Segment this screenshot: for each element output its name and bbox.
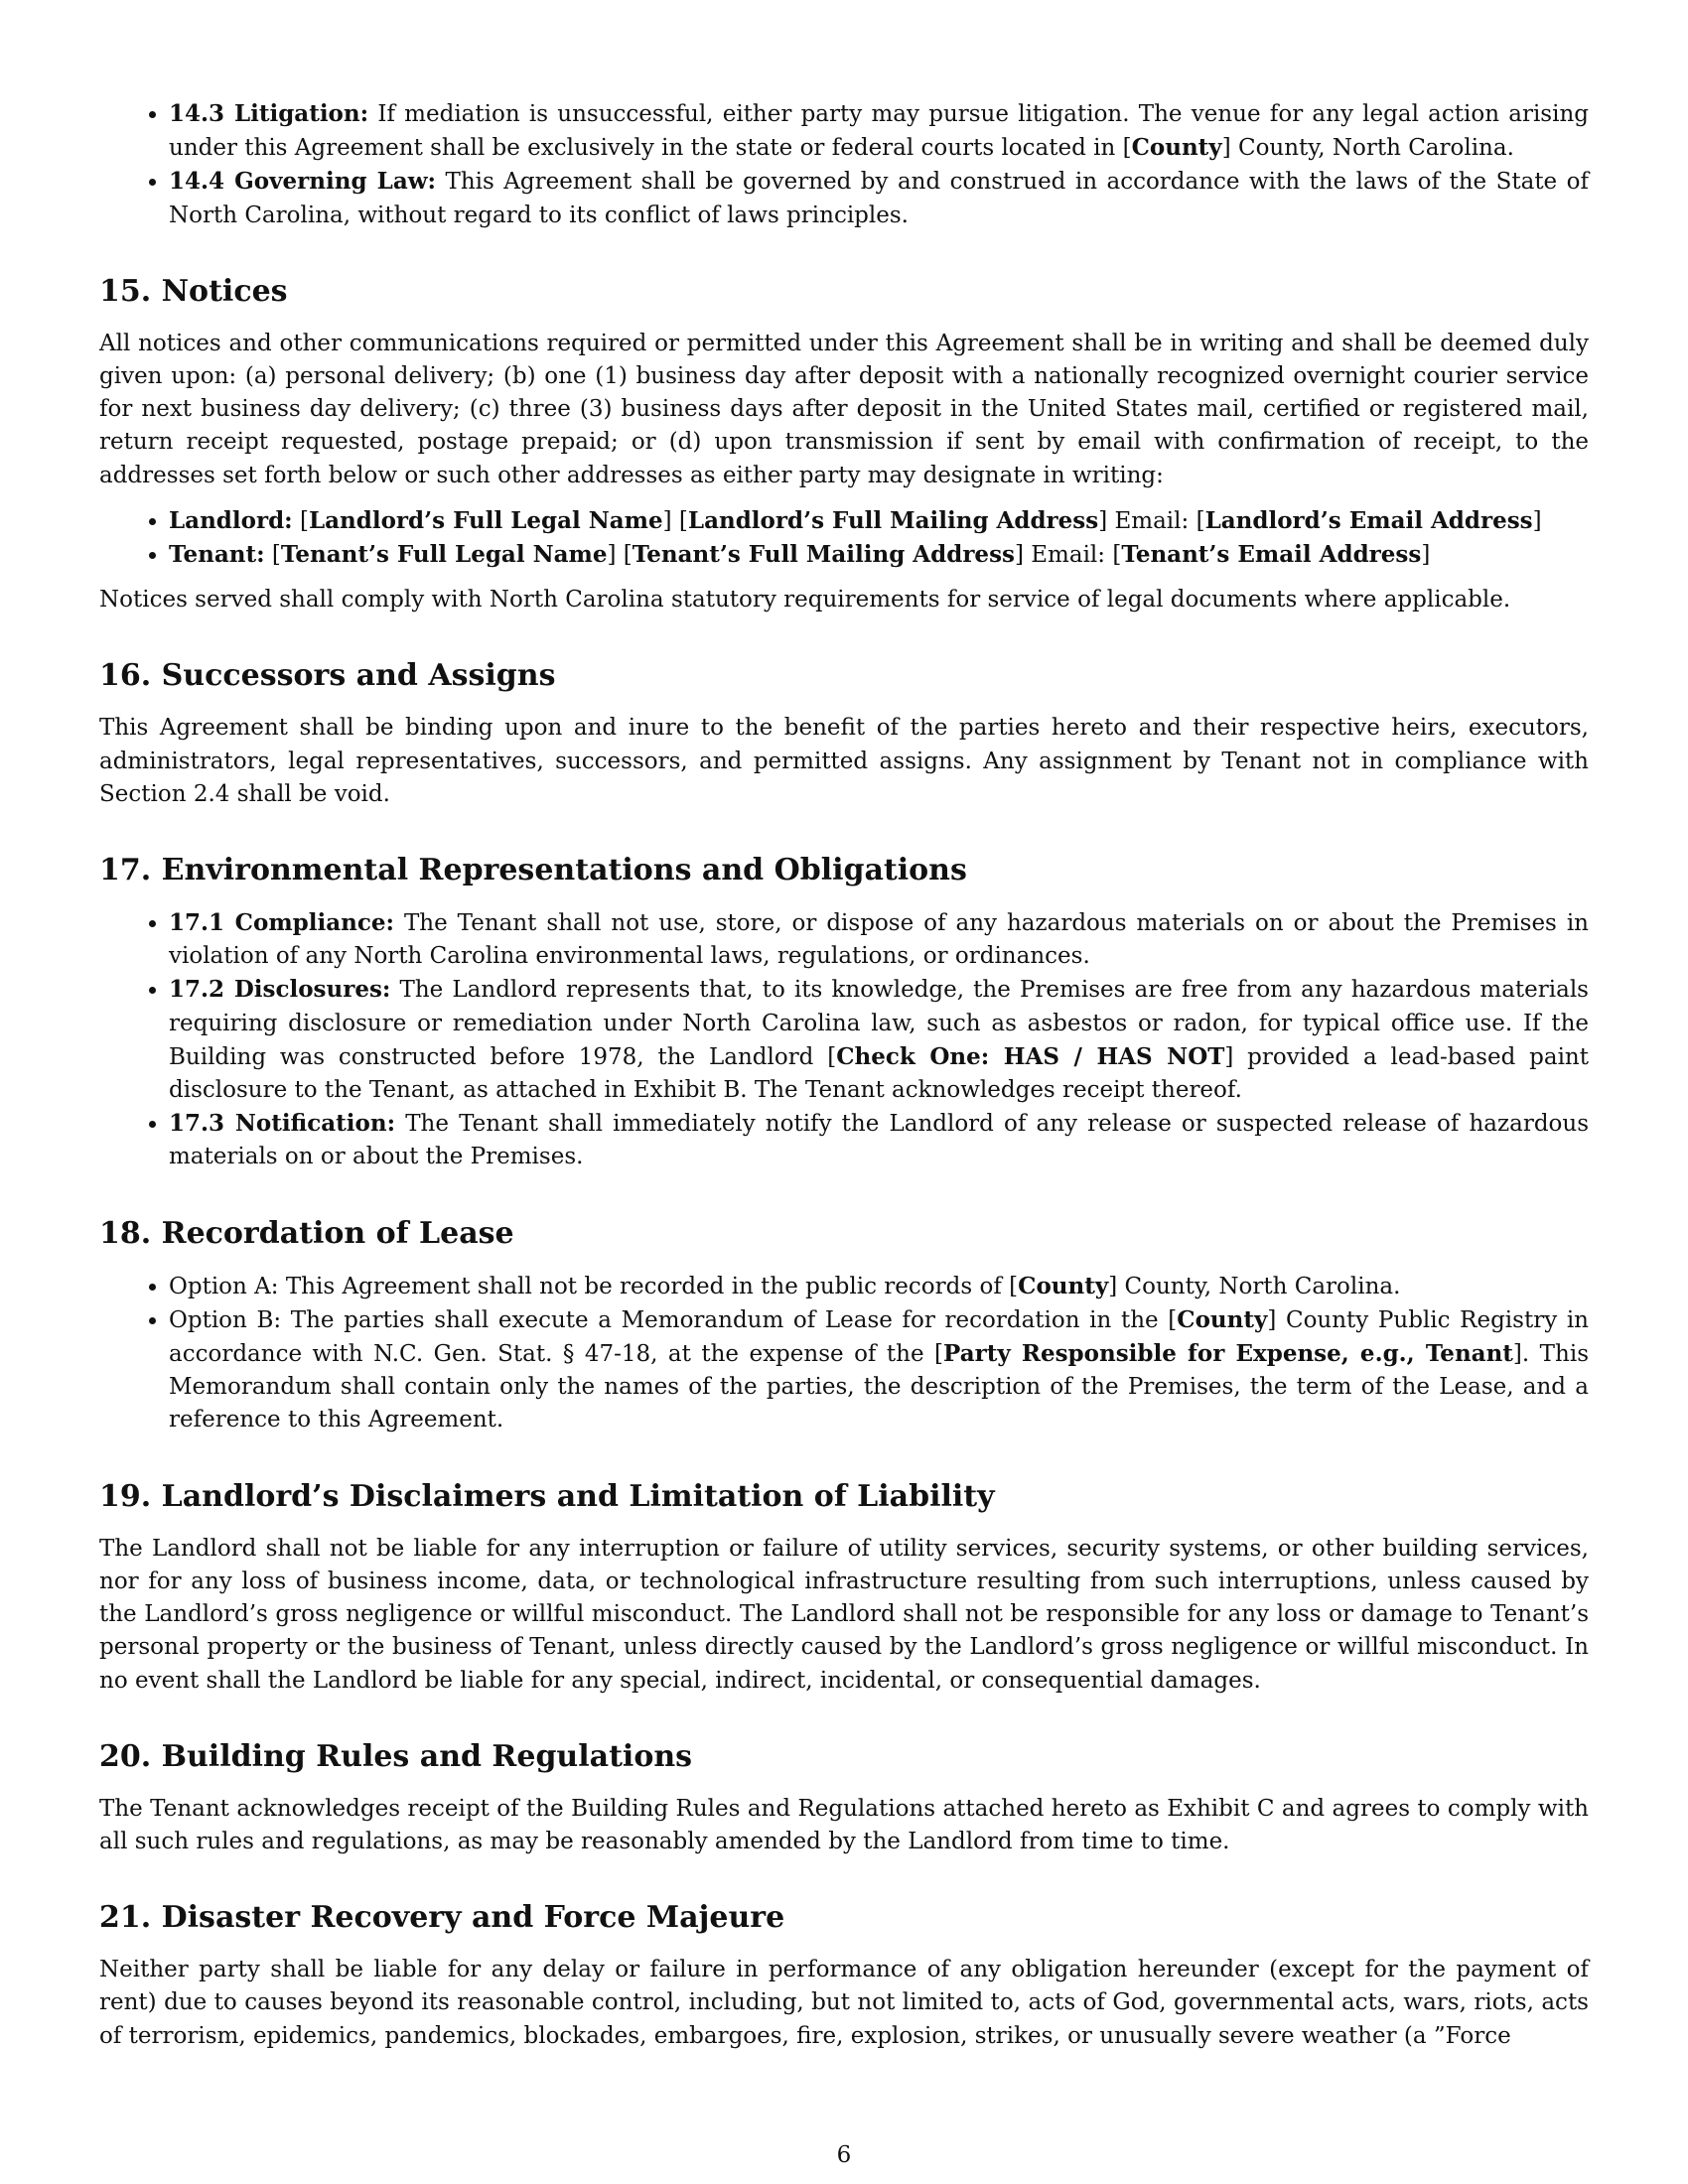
- section-14-list: [99, 97, 1589, 232]
- section-21: [99, 1898, 1589, 2053]
- clause-14-4: • 14.4 Governing Law: This Agreement shall be governed by and construed in accordance with the laws of the State of North Carolina, without regard to its conflict of laws principles.: [169, 165, 1589, 231]
- clause-17-2: • 17.2 Disclosures: The Landlord represents that, to its knowledge, the Premises are free from any hazardous materials requiring disclosure or remediation under North Carolina law, such as asbestos or radon, for typical office use. If the Building was constructed before 1978, the Landlord [Check One: HAS / HAS NOT] provided a lead-based paint disclosure to the Tenant, as attached in Exhibit B. The Tenant acknowledges receipt thereof.: [169, 973, 1589, 1107]
- section-18-heading: 18. Recordation of Lease: [99, 1215, 514, 1251]
- section-21-heading: 21. Disaster Recovery and Force Majeure: [99, 1900, 785, 1936]
- section-17-heading: 17. Environmental Representations and Obligations: [99, 853, 967, 888]
- landlord-notice: • Landlord: [Landlord’s Full Legal Name] [Landlord’s Full Mailing Address] Email: [Landlord’s Email Address]: [169, 504, 1589, 538]
- section-20-heading: 20. Building Rules and Regulations: [99, 1738, 693, 1774]
- section-20-body: The Tenant acknowledges receipt of the Building Rules and Regulations attached hereto as Exhibit C and agrees to comply with all such rules and regulations, as may be reasonably amended by the Landlord from time to time.: [99, 1795, 1589, 1854]
- section-19: [99, 1477, 1589, 1698]
- section-18: [99, 1214, 1589, 1437]
- tenant-notice: • Tenant: [Tenant’s Full Legal Name] [Tenant’s Full Mailing Address] Email: [Tenant’s Email Address]: [169, 538, 1589, 572]
- section-15-heading: 15. Notices: [99, 273, 288, 309]
- section-16-heading: 16. Successors and Assigns: [99, 658, 556, 694]
- clause-17-3: • 17.3 Notification: The Tenant shall immediately notify the Landlord of any release or suspected release of hazardous materials on or about the Premises.: [169, 1107, 1589, 1173]
- section-16-body: This Agreement shall be binding upon and inure to the benefit of the parties hereto and their respective heirs, executors, administrators, legal representatives, successors, and permitted assigns. Any assignment by Tenant not in compliance with Section 2.4 shall be void.: [99, 715, 1589, 807]
- clause-17-1: • 17.1 Compliance: The Tenant shall not use, store, or dispose of any hazardous materials on or about the Premises in violation of any North Carolina environmental laws, regulations, or ordinances.: [169, 906, 1589, 973]
- section-17-list: [99, 906, 1589, 1174]
- section-21-body: Neither party shall be liable for any delay or failure in performance of any obligation hereunder (except for the payment of rent) due to causes beyond its reasonable control, including, but not limited to, acts of God, governmental acts, wars, riots, acts of terrorism, epidemics, pandemics, blockades, embargoes, fire, explosion, strikes, or unusually severe weather (a ”Force: [99, 1957, 1589, 2049]
- document-page: [99, 97, 1589, 2053]
- section-17: [99, 851, 1589, 1174]
- section-15: [99, 272, 1589, 617]
- section-19-body: The Landlord shall not be liable for any interruption or failure of utility services, security systems, or other building services, nor for any loss of business income, data, or technological infrastructure resulting from such interruptions, unless caused by the Landlord’s gross negligence or willful misconduct. The Landlord shall not be responsible for any loss or damage to Tenant’s personal property or the business of Tenant, unless directly caused by the Landlord’s gross negligence or willful misconduct. In no event shall the Landlord be liable for any special, indirect, incidental, or consequential damages.: [99, 1535, 1589, 1694]
- notice-addresses: [99, 504, 1589, 572]
- section-15-closing: Notices served shall comply with North Carolina statutory requirements for service of legal documents where applicable.: [99, 587, 1511, 614]
- option-b: • Option B: The parties shall execute a Memorandum of Lease for recordation in the [County] County Public Registry in accordance with N.C. Gen. Stat. § 47-18, at the expense of the [Party Responsible for Expense, e.g., Tenant]. This Memorandum shall contain only the names of the parties, the description of the Premises, the term of the Lease, and a reference to this Agreement.: [169, 1303, 1589, 1437]
- section-20: [99, 1737, 1589, 1858]
- option-a: • Option A: This Agreement shall not be recorded in the public records of [County] County, North Carolina.: [169, 1270, 1589, 1303]
- clause-14-3: • 14.3 Litigation: If mediation is unsuccessful, either party may pursue litigation. The venue for any legal action arising under this Agreement shall be exclusively in the state or federal courts located in [County] County, North Carolina.: [169, 97, 1589, 165]
- page-number: 6: [836, 2142, 852, 2168]
- section-18-list: [99, 1270, 1589, 1437]
- section-19-heading: 19. Landlord’s Disclaimers and Limitation of Liability: [99, 1478, 995, 1514]
- section-16: [99, 656, 1589, 811]
- section-15-body: All notices and other communications required or permitted under this Agreement shall be in writing and shall be deemed duly given upon: (a) personal delivery; (b) one (1) business day after deposit with a nationally recognized overnight courier service for next business day delivery; (c) three (3) business days after deposit in the United States mail, certified or registered mail, return receipt requested, postage prepaid; or (d) upon transmission if sent by email with confirmation of receipt, to the addresses set forth below or such other addresses as either party may designate in writing:: [99, 330, 1589, 488]
